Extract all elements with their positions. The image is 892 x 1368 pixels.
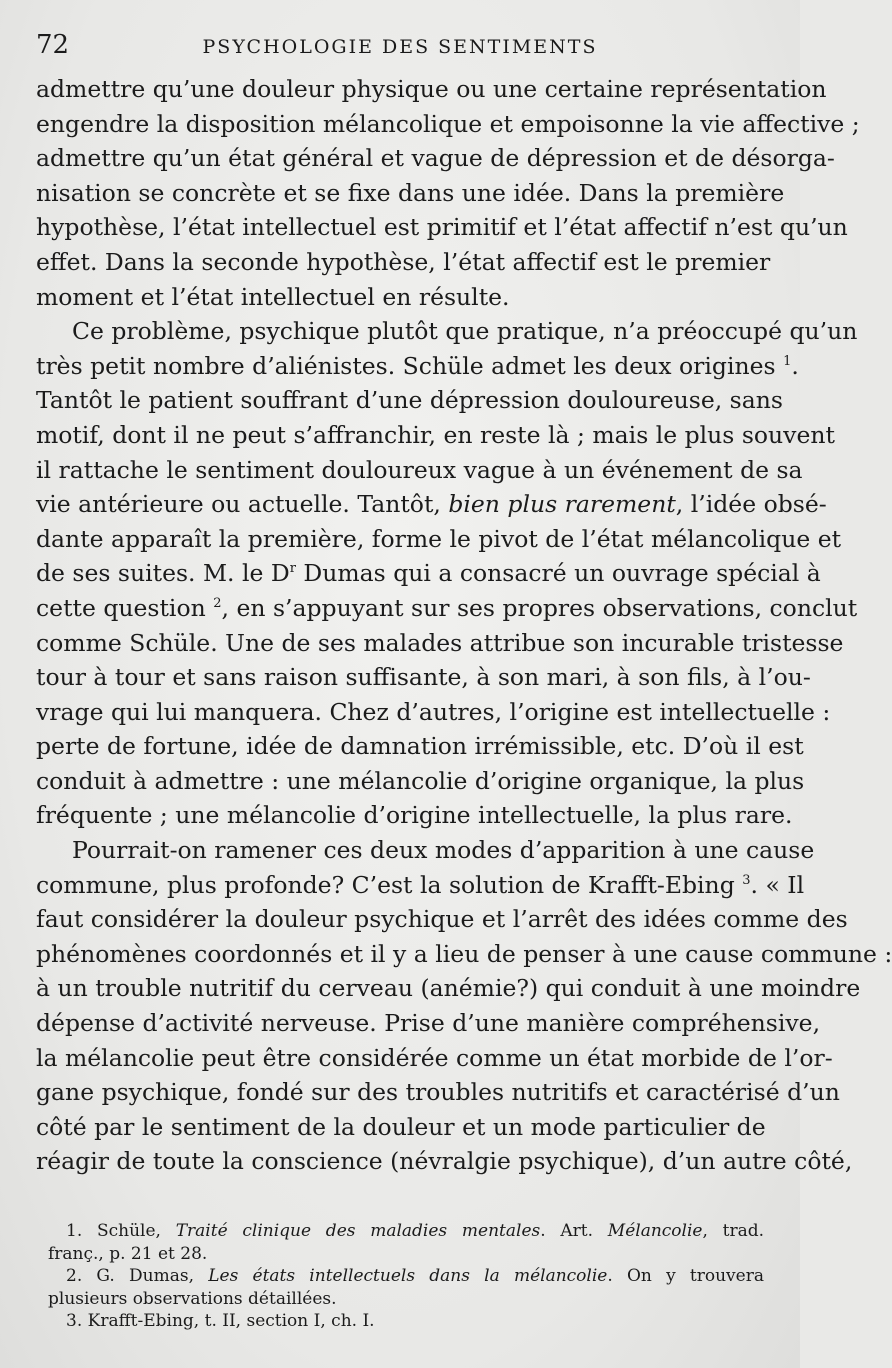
text-line: la mélancolie peut être considérée comme un état morbide de l’or- [36, 1043, 833, 1072]
text-line: perte de fortune, idée de damnation irrémissible, etc. D’où il est [36, 732, 804, 761]
text-line: fréquente ; une mélancolie d’origine intellectuelle, la plus rare. [36, 801, 793, 830]
text-line [36, 591, 858, 626]
footnote-ref-3: 3 [742, 872, 751, 888]
text-line: Tantôt le patient souffrant d’une dépression douloureuse, sans [36, 386, 783, 415]
text-segment: Dumas qui a consacré un ouvrage spécial à [295, 559, 821, 588]
text-line: Pourrait-on ramener ces deux modes d’apparition à une cause [72, 836, 815, 865]
text-segment: , en s’appuyant sur ses propres observations, conclut [221, 593, 858, 622]
text-line: tour à tour et sans raison suffisante, à son mari, à son fils, à l’ou- [36, 663, 811, 692]
footnote-1-continued: franç., p. 21 et 28. [48, 1243, 208, 1264]
footnote-ref-2: 2 [213, 595, 222, 611]
text-line: motif, dont il ne peut s’affranchir, en reste là ; mais le plus souvent [36, 420, 835, 449]
footnote-2-continued: plusieurs observations détaillées. [48, 1288, 337, 1309]
footnote-ref-1: 1 [783, 353, 792, 369]
italic-title: Mélancolie [607, 1221, 703, 1241]
italic-phrase: bien plus rarement [448, 490, 676, 519]
text-segment: . On y trouvera [607, 1266, 764, 1286]
footnote-2 [48, 1265, 764, 1288]
body-text [36, 72, 892, 1179]
text-line: il rattache le sentiment douloureux vague à un événement de sa [36, 455, 803, 484]
text-line: phénomènes coordonnés et il y a lieu de penser à une cause commune : [36, 939, 892, 968]
page-number: 72 [36, 30, 70, 60]
text-segment: . Art. [540, 1221, 594, 1241]
text-segment: cette question [36, 593, 206, 622]
footnote-3: 3. Krafft-Ebing, t. II, section I, ch. I. [66, 1311, 375, 1331]
text-line: Ce problème, psychique plutôt que pratique, n’a préoccupé qu’un [72, 317, 858, 346]
footnotes [48, 1220, 764, 1333]
text-segment: . [791, 351, 799, 380]
text-line: gane psychique, fondé sur des troubles nutritifs et caractérisé d’un [36, 1078, 840, 1107]
text-line: admettre qu’un état général et vague de dépression et de désorga- [36, 144, 835, 173]
abbreviation-sup: r [289, 561, 296, 577]
text-segment: , trad. [702, 1221, 765, 1241]
text-line: côté par le sentiment de la douleur et un mode particulier de [36, 1112, 766, 1141]
text-line: dépense d’activité nerveuse. Prise d’une manière compréhensive, [36, 1009, 821, 1038]
text-segment: 2. G. Dumas, [66, 1266, 194, 1286]
footnote-1 [48, 1220, 764, 1243]
italic-title: Les états intellectuels dans la mélancolie [208, 1266, 608, 1286]
text-segment: très petit nombre d’aliénistes. Schüle admet les deux origines [36, 351, 776, 380]
text-line [36, 349, 799, 384]
text-line: admettre qu’une douleur physique ou une certaine représentation [36, 75, 827, 103]
text-segment: de ses suites. M. le D [36, 559, 290, 588]
text-segment: vie antérieure ou actuelle. Tantôt, [36, 490, 441, 519]
text-segment: commune, plus profonde? C’est la solution de Krafft-Ebing [36, 870, 735, 899]
text-line: à un trouble nutritif du cerveau (anémie?) qui conduit à une moindre [36, 974, 861, 1003]
text-segment: . « Il [750, 870, 805, 899]
page-header [36, 30, 764, 64]
text-segment: 1. Schüle, [66, 1221, 161, 1241]
text-line: vrage qui lui manquera. Chez d’autres, l’origine est intellectuelle : [36, 697, 831, 726]
text-line: effet. Dans la seconde hypothèse, l’état affectif est le premier [36, 247, 771, 276]
text-line [36, 556, 821, 591]
text-line: comme Schüle. Une de ses malades attribue son incurable tristesse [36, 628, 844, 657]
running-head: PSYCHOLOGIE DES SENTIMENTS [202, 36, 598, 58]
text-line: engendre la disposition mélancolique et empoisonne la vie affective ; [36, 109, 860, 138]
text-line: faut considérer la douleur psychique et l’arrêt des idées comme des [36, 905, 848, 934]
text-segment: , l’idée obsé- [675, 490, 827, 519]
text-line: réagir de toute la conscience (névralgie psychique), d’un autre côté, [36, 1147, 853, 1176]
text-line [36, 868, 805, 903]
text-line: dante apparaît la première, forme le pivot de l’état mélancolique et [36, 524, 842, 553]
text-line [36, 487, 827, 522]
text-line: hypothèse, l’état intellectuel est primitif et l’état affectif n’est qu’un [36, 213, 848, 242]
italic-title: Traité clinique des maladies mentales [175, 1221, 541, 1241]
text-line: conduit à admettre : une mélancolie d’origine organique, la plus [36, 766, 805, 795]
text-line: nisation se concrète et se fixe dans une idée. Dans la première [36, 178, 785, 207]
text-line: moment et l’état intellectuel en résulte. [36, 282, 510, 311]
